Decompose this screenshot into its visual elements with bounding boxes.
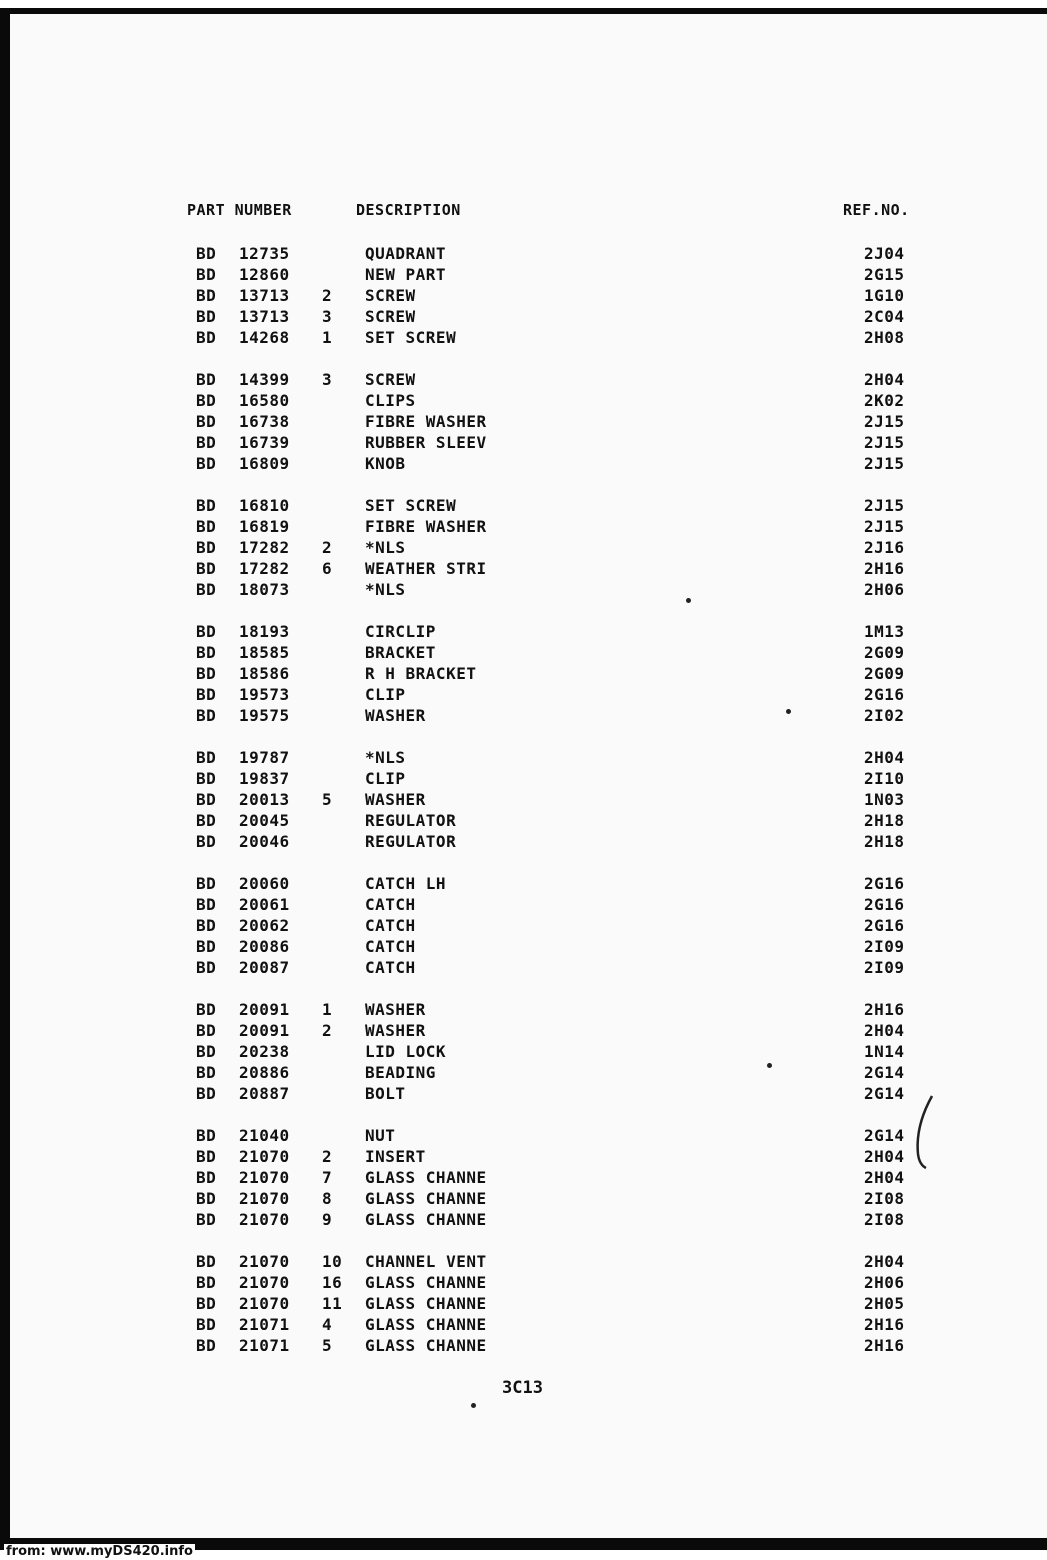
part-prefix: BD	[196, 643, 217, 662]
part-description: GLASS CHANNE	[365, 1315, 487, 1334]
part-ref-no: 2I08	[864, 1189, 905, 1208]
part-number: 20061	[239, 895, 290, 914]
table-row	[0, 327, 1047, 348]
part-ref-no: 2G14	[864, 1126, 905, 1145]
part-description: WASHER	[365, 1021, 426, 1040]
part-ref-no: 2J15	[864, 454, 905, 473]
part-prefix: BD	[196, 1042, 217, 1061]
part-description: CLIP	[365, 769, 406, 788]
part-number: 21070	[239, 1294, 290, 1313]
part-number: 19787	[239, 748, 290, 767]
part-prefix: BD	[196, 1315, 217, 1334]
page-number: 3C13	[502, 1378, 543, 1398]
part-ref-no: 2H04	[864, 1252, 905, 1271]
part-number: 16580	[239, 391, 290, 410]
part-description: GLASS CHANNE	[365, 1294, 487, 1313]
part-ref-no: 2J15	[864, 412, 905, 431]
part-description: CATCH	[365, 916, 416, 935]
table-row	[0, 1272, 1047, 1293]
part-prefix: BD	[196, 1021, 217, 1040]
part-description: WEATHER STRI	[365, 559, 487, 578]
part-description: GLASS CHANNE	[365, 1189, 487, 1208]
header-ref-no: REF.NO.	[843, 201, 910, 219]
part-number: 20086	[239, 937, 290, 956]
part-ref-no: 2J16	[864, 538, 905, 557]
part-description: FIBRE WASHER	[365, 517, 487, 536]
part-ref-no: 2H18	[864, 832, 905, 851]
table-row	[0, 411, 1047, 432]
part-prefix: BD	[196, 811, 217, 830]
part-ref-no: 2H04	[864, 1168, 905, 1187]
part-number: 21071	[239, 1336, 290, 1355]
part-description: GLASS CHANNE	[365, 1336, 487, 1355]
part-sub-number: 1	[322, 328, 333, 347]
part-description: *NLS	[365, 580, 406, 599]
part-prefix: BD	[196, 769, 217, 788]
part-description: WASHER	[365, 1000, 426, 1019]
table-row	[0, 810, 1047, 831]
header-part-number: PART NUMBER	[187, 201, 292, 219]
part-description: CATCH	[365, 958, 416, 977]
table-row	[0, 495, 1047, 516]
part-description: CATCH LH	[365, 874, 447, 893]
part-number: 21071	[239, 1315, 290, 1334]
part-sub-number: 2	[322, 1021, 333, 1040]
part-description: CLIPS	[365, 391, 416, 410]
part-ref-no: 2H06	[864, 580, 905, 599]
handwritten-bracket-mark	[912, 1094, 938, 1170]
table-row	[0, 894, 1047, 915]
part-sub-number: 3	[322, 370, 333, 389]
part-ref-no: 2G16	[864, 895, 905, 914]
part-prefix: BD	[196, 1252, 217, 1271]
part-sub-number: 9	[322, 1210, 333, 1229]
part-description: SET SCREW	[365, 496, 457, 515]
table-row	[0, 957, 1047, 978]
scan-speck	[471, 1403, 476, 1408]
part-ref-no: 2G16	[864, 685, 905, 704]
table-row	[0, 1125, 1047, 1146]
part-prefix: BD	[196, 1210, 217, 1229]
scan-top-border	[0, 8, 1047, 14]
part-description: CHANNEL VENT	[365, 1252, 487, 1271]
part-description: BOLT	[365, 1084, 406, 1103]
part-description: BRACKET	[365, 643, 436, 662]
table-row	[0, 873, 1047, 894]
part-sub-number: 16	[322, 1273, 343, 1292]
part-ref-no: 2G14	[864, 1084, 905, 1103]
part-description: GLASS CHANNE	[365, 1168, 487, 1187]
table-row	[0, 684, 1047, 705]
table-row	[0, 1188, 1047, 1209]
part-description: SET SCREW	[365, 328, 457, 347]
part-sub-number: 6	[322, 559, 333, 578]
table-row	[0, 831, 1047, 852]
scan-speck	[686, 598, 691, 603]
part-prefix: BD	[196, 517, 217, 536]
table-row	[0, 579, 1047, 600]
part-ref-no: 2H04	[864, 370, 905, 389]
part-ref-no: 2G09	[864, 643, 905, 662]
part-ref-no: 2H05	[864, 1294, 905, 1313]
part-prefix: BD	[196, 244, 217, 263]
part-prefix: BD	[196, 895, 217, 914]
table-row	[0, 306, 1047, 327]
part-description: WASHER	[365, 790, 426, 809]
part-ref-no: 2H18	[864, 811, 905, 830]
header-description: DESCRIPTION	[356, 201, 461, 219]
part-ref-no: 1N14	[864, 1042, 905, 1061]
table-row	[0, 1293, 1047, 1314]
part-sub-number: 8	[322, 1189, 333, 1208]
part-description: *NLS	[365, 748, 406, 767]
part-ref-no: 2I02	[864, 706, 905, 725]
part-number: 16739	[239, 433, 290, 452]
part-number: 21070	[239, 1273, 290, 1292]
part-prefix: BD	[196, 748, 217, 767]
part-number: 20046	[239, 832, 290, 851]
part-number: 20045	[239, 811, 290, 830]
part-number: 21070	[239, 1189, 290, 1208]
part-sub-number: 3	[322, 307, 333, 326]
part-prefix: BD	[196, 1168, 217, 1187]
part-description: REGULATOR	[365, 811, 457, 830]
part-sub-number: 1	[322, 1000, 333, 1019]
part-prefix: BD	[196, 1273, 217, 1292]
table-row	[0, 642, 1047, 663]
part-prefix: BD	[196, 1147, 217, 1166]
table-row	[0, 1167, 1047, 1188]
part-description: NUT	[365, 1126, 396, 1145]
part-number: 21040	[239, 1126, 290, 1145]
part-prefix: BD	[196, 307, 217, 326]
table-row	[0, 915, 1047, 936]
part-number: 14268	[239, 328, 290, 347]
part-description: CATCH	[365, 937, 416, 956]
part-ref-no: 2H04	[864, 748, 905, 767]
scan-speck	[767, 1063, 772, 1068]
part-prefix: BD	[196, 874, 217, 893]
part-ref-no: 2I08	[864, 1210, 905, 1229]
part-number: 21070	[239, 1168, 290, 1187]
table-row	[0, 1062, 1047, 1083]
part-description: QUADRANT	[365, 244, 447, 263]
part-ref-no: 2G16	[864, 916, 905, 935]
part-ref-no: 2G09	[864, 664, 905, 683]
part-prefix: BD	[196, 1084, 217, 1103]
part-prefix: BD	[196, 916, 217, 935]
part-prefix: BD	[196, 1294, 217, 1313]
part-number: 20091	[239, 1000, 290, 1019]
part-prefix: BD	[196, 580, 217, 599]
part-sub-number: 4	[322, 1315, 333, 1334]
part-ref-no: 2J15	[864, 496, 905, 515]
part-number: 18193	[239, 622, 290, 641]
part-prefix: BD	[196, 937, 217, 956]
part-number: 20060	[239, 874, 290, 893]
table-row	[0, 390, 1047, 411]
part-prefix: BD	[196, 496, 217, 515]
part-ref-no: 2J15	[864, 433, 905, 452]
footer-url: from: www.myDS420.info	[6, 1544, 193, 1559]
part-description: R H BRACKET	[365, 664, 477, 683]
part-number: 19575	[239, 706, 290, 725]
table-row	[0, 558, 1047, 579]
part-number: 14399	[239, 370, 290, 389]
table-row	[0, 1041, 1047, 1062]
part-number: 13713	[239, 286, 290, 305]
part-prefix: BD	[196, 1063, 217, 1082]
part-number: 18585	[239, 643, 290, 662]
scan-speck	[786, 709, 791, 714]
table-row	[0, 1083, 1047, 1104]
part-ref-no: 2G15	[864, 265, 905, 284]
part-number: 17282	[239, 538, 290, 557]
table-row	[0, 1020, 1047, 1041]
table-row	[0, 663, 1047, 684]
part-number: 20062	[239, 916, 290, 935]
part-ref-no: 2H04	[864, 1147, 905, 1166]
part-prefix: BD	[196, 454, 217, 473]
part-prefix: BD	[196, 664, 217, 683]
part-description: BEADING	[365, 1063, 436, 1082]
part-ref-no: 2H16	[864, 559, 905, 578]
table-row	[0, 453, 1047, 474]
part-description: REGULATOR	[365, 832, 457, 851]
part-sub-number: 5	[322, 1336, 333, 1355]
part-description: *NLS	[365, 538, 406, 557]
table-row	[0, 768, 1047, 789]
table-row	[0, 1251, 1047, 1272]
part-ref-no: 1N03	[864, 790, 905, 809]
part-prefix: BD	[196, 832, 217, 851]
part-description: FIBRE WASHER	[365, 412, 487, 431]
part-prefix: BD	[196, 790, 217, 809]
part-description: INSERT	[365, 1147, 426, 1166]
part-ref-no: 2H08	[864, 328, 905, 347]
table-row	[0, 936, 1047, 957]
part-sub-number: 5	[322, 790, 333, 809]
part-prefix: BD	[196, 265, 217, 284]
part-description: LID LOCK	[365, 1042, 447, 1061]
part-number: 16819	[239, 517, 290, 536]
part-sub-number: 2	[322, 286, 333, 305]
part-description: CIRCLIP	[365, 622, 436, 641]
table-row	[0, 747, 1047, 768]
part-number: 16810	[239, 496, 290, 515]
part-number: 16738	[239, 412, 290, 431]
part-description: SCREW	[365, 307, 416, 326]
part-description: GLASS CHANNE	[365, 1210, 487, 1229]
part-prefix: BD	[196, 559, 217, 578]
part-description: NEW PART	[365, 265, 447, 284]
part-ref-no: 2J04	[864, 244, 905, 263]
table-row	[0, 1146, 1047, 1167]
part-number: 12735	[239, 244, 290, 263]
part-sub-number: 11	[322, 1294, 343, 1313]
part-ref-no: 2H16	[864, 1000, 905, 1019]
part-ref-no: 2I09	[864, 958, 905, 977]
part-number: 20886	[239, 1063, 290, 1082]
part-prefix: BD	[196, 1000, 217, 1019]
table-row	[0, 264, 1047, 285]
part-ref-no: 2J15	[864, 517, 905, 536]
part-number: 21070	[239, 1147, 290, 1166]
part-sub-number: 2	[322, 538, 333, 557]
part-ref-no: 2H06	[864, 1273, 905, 1292]
table-row	[0, 621, 1047, 642]
part-number: 16809	[239, 454, 290, 473]
table-row	[0, 999, 1047, 1020]
part-ref-no: 2G14	[864, 1063, 905, 1082]
part-ref-no: 2H16	[864, 1315, 905, 1334]
table-row	[0, 1335, 1047, 1356]
part-ref-no: 2I10	[864, 769, 905, 788]
part-description: SCREW	[365, 370, 416, 389]
part-prefix: BD	[196, 958, 217, 977]
part-prefix: BD	[196, 412, 217, 431]
part-description: GLASS CHANNE	[365, 1273, 487, 1292]
table-row	[0, 537, 1047, 558]
part-number: 18586	[239, 664, 290, 683]
table-row	[0, 1314, 1047, 1335]
part-ref-no: 2G16	[864, 874, 905, 893]
table-row	[0, 432, 1047, 453]
part-description: WASHER	[365, 706, 426, 725]
part-ref-no: 2K02	[864, 391, 905, 410]
part-description: SCREW	[365, 286, 416, 305]
part-prefix: BD	[196, 328, 217, 347]
part-ref-no: 2C04	[864, 307, 905, 326]
part-number: 20013	[239, 790, 290, 809]
table-row	[0, 789, 1047, 810]
part-number: 19837	[239, 769, 290, 788]
part-ref-no: 2I09	[864, 937, 905, 956]
part-ref-no: 1G10	[864, 286, 905, 305]
part-number: 12860	[239, 265, 290, 284]
part-prefix: BD	[196, 391, 217, 410]
table-row	[0, 1209, 1047, 1230]
part-prefix: BD	[196, 622, 217, 641]
part-prefix: BD	[196, 370, 217, 389]
part-description: CLIP	[365, 685, 406, 704]
part-number: 21070	[239, 1252, 290, 1271]
part-prefix: BD	[196, 685, 217, 704]
table-row	[0, 243, 1047, 264]
part-prefix: BD	[196, 1336, 217, 1355]
part-description: KNOB	[365, 454, 406, 473]
part-number: 17282	[239, 559, 290, 578]
part-description: CATCH	[365, 895, 416, 914]
table-row	[0, 516, 1047, 537]
part-sub-number: 10	[322, 1252, 343, 1271]
part-prefix: BD	[196, 706, 217, 725]
part-number: 20238	[239, 1042, 290, 1061]
part-sub-number: 7	[322, 1168, 333, 1187]
part-number: 13713	[239, 307, 290, 326]
part-number: 20091	[239, 1021, 290, 1040]
part-prefix: BD	[196, 1189, 217, 1208]
part-number: 20887	[239, 1084, 290, 1103]
table-row	[0, 285, 1047, 306]
part-number: 20087	[239, 958, 290, 977]
part-number: 18073	[239, 580, 290, 599]
part-number: 21070	[239, 1210, 290, 1229]
part-prefix: BD	[196, 286, 217, 305]
part-ref-no: 2H16	[864, 1336, 905, 1355]
part-prefix: BD	[196, 433, 217, 452]
part-sub-number: 2	[322, 1147, 333, 1166]
table-row	[0, 369, 1047, 390]
part-prefix: BD	[196, 538, 217, 557]
part-ref-no: 1M13	[864, 622, 905, 641]
table-row	[0, 705, 1047, 726]
part-prefix: BD	[196, 1126, 217, 1145]
part-description: RUBBER SLEEV	[365, 433, 487, 452]
part-ref-no: 2H04	[864, 1021, 905, 1040]
part-number: 19573	[239, 685, 290, 704]
